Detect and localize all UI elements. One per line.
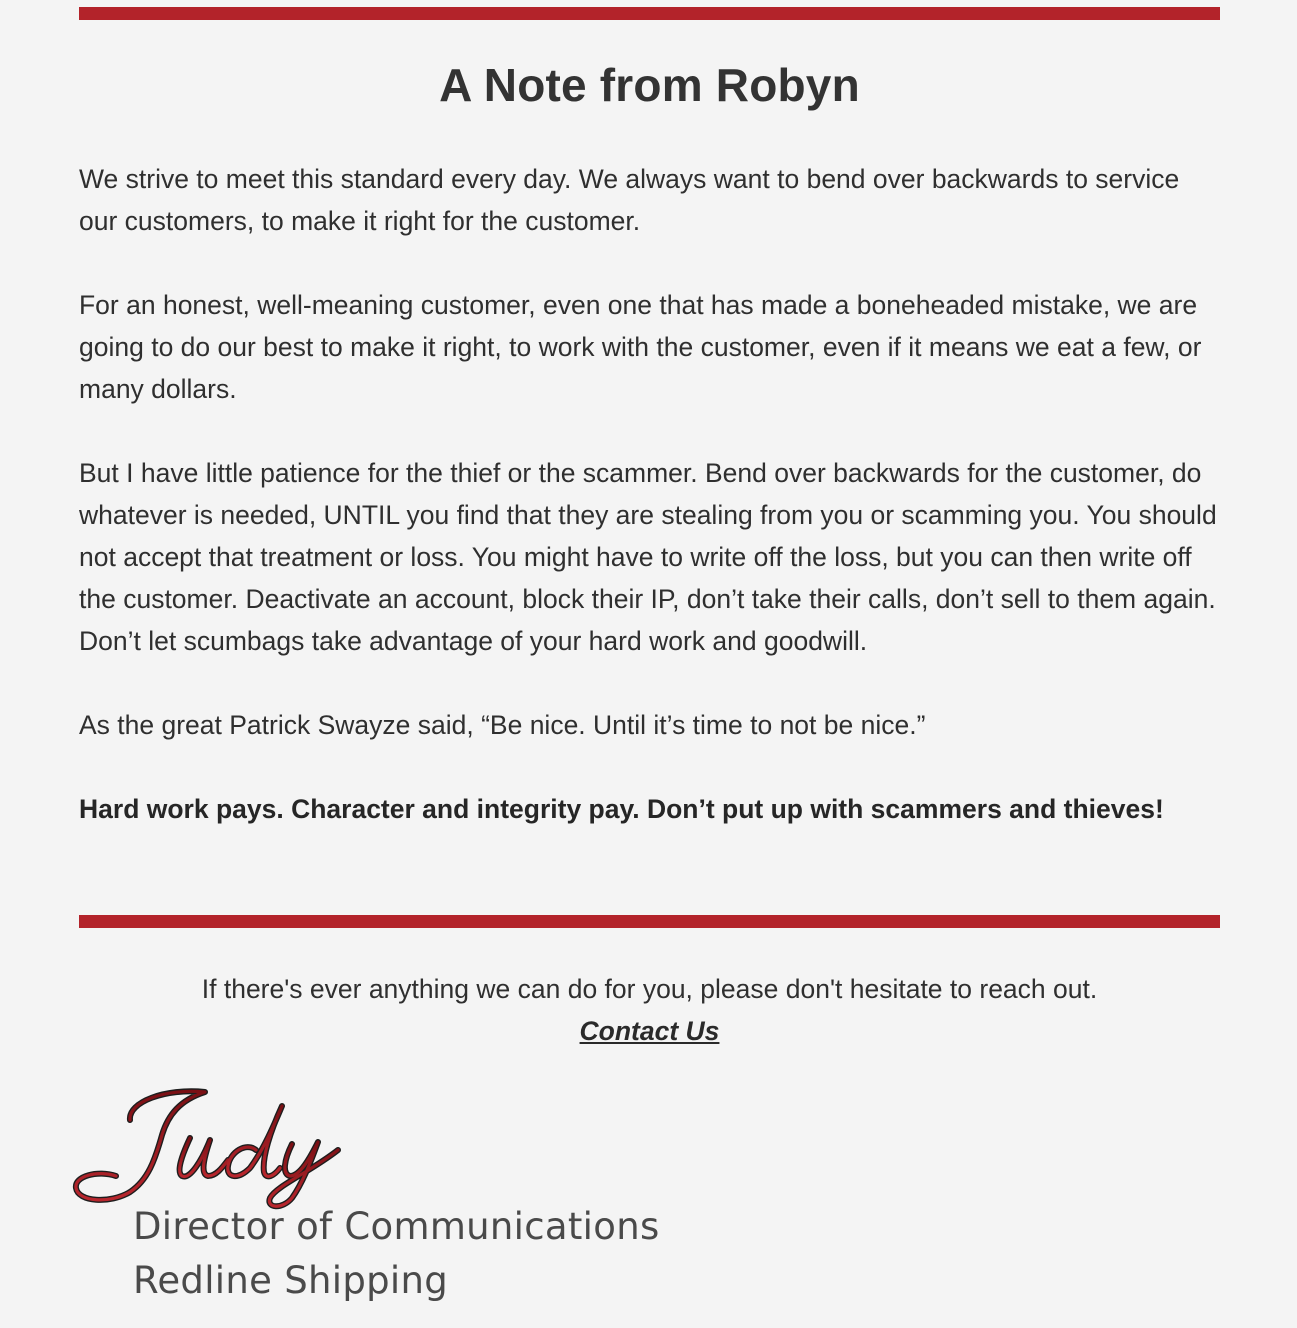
paragraph-4: As the great Patrick Swayze said, “Be nice. Until it’s time to not be nice.” <box>79 710 926 740</box>
signature-image <box>70 1080 360 1210</box>
letter-body <box>79 158 1220 872</box>
contact-section <box>79 968 1220 1052</box>
paragraph-1: We strive to meet this standard every day. We always want to bend over backwards to service our customers, to make it right for the customer. <box>79 164 1180 236</box>
signature-role: Director of Communications <box>133 1205 660 1248</box>
signature-block <box>133 1200 660 1308</box>
contact-us-link[interactable]: Contact Us <box>579 1016 720 1046</box>
paragraph-2: For an honest, well-meaning customer, even one that has made a boneheaded mistake, we are going to do our best to make it right, to work with the customer, even if it means we eat a few, or many dollars. <box>79 290 1202 404</box>
closing-statement: Hard work pays. Character and integrity pay. Don’t put up with scammers and thieves! <box>79 794 1164 824</box>
page-title: A Note from Robyn <box>439 59 860 111</box>
contact-prompt: If there's ever anything we can do for you, please don't hesitate to reach out. <box>201 974 1098 1004</box>
top-divider <box>79 7 1220 20</box>
paragraph-3: But I have little patience for the thief or the scammer. Bend over backwards for the customer, do whatever is needed, UNTIL you find that they are stealing from you or scamming you. You should not accept that treatment or loss. You might have to write off the loss, but you can then write off the customer. Deactivate an account, block their IP, don’t take their calls, don’t sell to them again. Don’t let scumbags take advantage of your hard work and goodwill. <box>79 458 1217 656</box>
middle-divider <box>79 915 1220 928</box>
signature-company: Redline Shipping <box>133 1259 449 1302</box>
